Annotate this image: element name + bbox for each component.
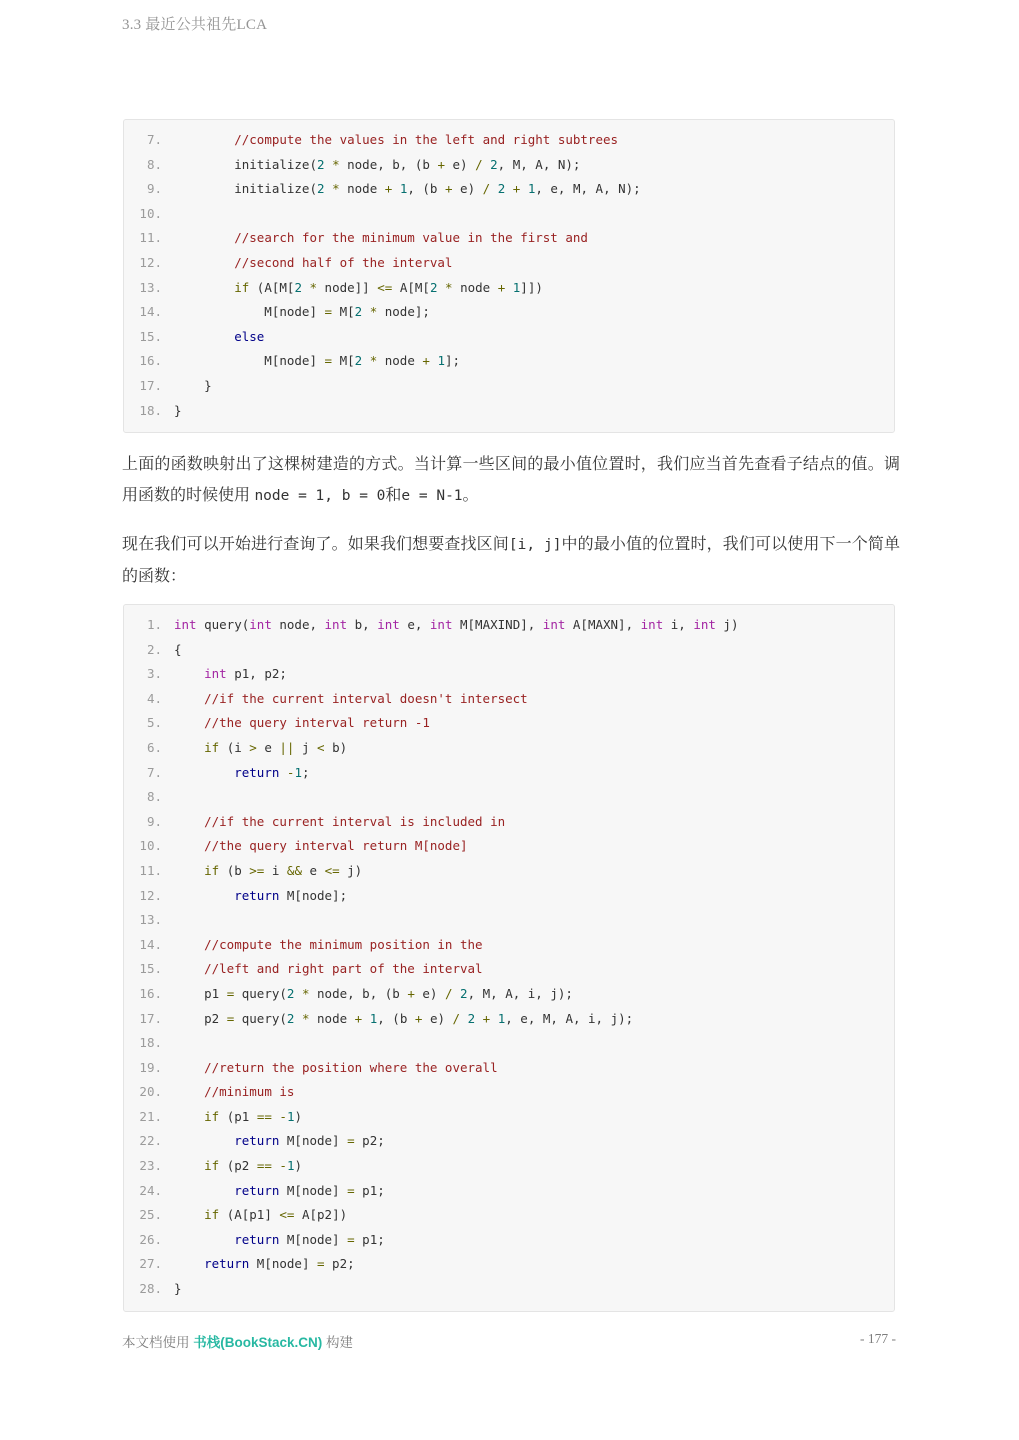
line-number: 6. xyxy=(146,739,162,755)
line-number: 10. xyxy=(139,838,162,854)
code-line xyxy=(124,736,894,761)
code-line xyxy=(124,1105,894,1130)
line-number: 17. xyxy=(139,377,162,393)
code-line xyxy=(124,251,894,276)
code-text: if (i > e || j < b) xyxy=(204,739,348,755)
code-text: } xyxy=(174,402,182,418)
code-text: //compute the values in the left and right subtrees xyxy=(234,132,619,147)
code-line xyxy=(124,325,894,350)
line-number: 11. xyxy=(139,862,162,878)
code-line xyxy=(124,153,894,178)
code-line xyxy=(124,884,894,909)
code-line xyxy=(124,982,894,1007)
code-line xyxy=(124,226,894,251)
code-text: return M[node] = p1; xyxy=(234,1182,385,1198)
code-line xyxy=(124,613,894,638)
line-number: 8. xyxy=(146,789,162,805)
page-number: - 177 - xyxy=(860,1331,896,1346)
code-line xyxy=(124,761,894,786)
code-line xyxy=(124,1080,894,1105)
code-text: return -1; xyxy=(234,764,310,780)
line-number: 27. xyxy=(139,1256,162,1272)
code-line xyxy=(124,662,894,687)
code-line xyxy=(124,1277,894,1302)
code-text: //return the position where the overall xyxy=(204,1059,498,1075)
line-number: 5. xyxy=(146,715,162,731)
line-number: 1. xyxy=(146,617,162,632)
code-text: return M[node] = p2; xyxy=(204,1256,355,1272)
line-number: 18. xyxy=(139,402,162,418)
line-number: 8. xyxy=(146,156,162,172)
code-block-initialize xyxy=(123,119,895,433)
bookstack-brand-link[interactable]: 书栈(BookStack.CN) xyxy=(193,1335,323,1350)
code-line xyxy=(124,638,894,663)
line-number: 13. xyxy=(139,912,162,928)
code-text: int query(int node, int b, int e, int M[MAXIND], int A[MAXN], int i, int j) xyxy=(174,617,739,632)
paragraph-text: 和 xyxy=(385,487,402,504)
code-line xyxy=(124,1252,894,1277)
code-text: M[node] = M[2 * node + 1]; xyxy=(174,353,461,369)
code-line xyxy=(124,399,894,424)
code-line xyxy=(124,1056,894,1081)
paragraph-query-intro xyxy=(122,529,900,592)
paragraph-text: 上面的函数映射出了这棵树建造的方式。当计算一些区间的最小值位置时，我们应当首先查看子结点的值。调用函数的时候使用 xyxy=(122,456,900,504)
line-number: 7. xyxy=(146,132,162,147)
line-number: 22. xyxy=(139,1133,162,1149)
line-number: 15. xyxy=(139,961,162,977)
line-number: 2. xyxy=(146,641,162,657)
code-text: //if the current interval doesn't intersect xyxy=(204,690,528,706)
line-number: 15. xyxy=(139,328,162,344)
line-number: 4. xyxy=(146,690,162,706)
line-number: 14. xyxy=(139,304,162,320)
code-line xyxy=(124,374,894,399)
paragraph-text: 。 xyxy=(462,487,479,504)
code-line xyxy=(124,1031,894,1056)
code-line xyxy=(124,1007,894,1032)
code-text: return M[node]; xyxy=(234,887,348,903)
code-line xyxy=(124,177,894,202)
code-line xyxy=(124,859,894,884)
code-line xyxy=(124,834,894,859)
code-text: //second half of the interval xyxy=(234,254,453,270)
code-line xyxy=(124,810,894,835)
code-text: //the query interval return M[node] xyxy=(204,838,468,854)
paragraph-build-explanation xyxy=(122,449,900,512)
code-line xyxy=(124,202,894,227)
code-line xyxy=(124,1129,894,1154)
line-number: 26. xyxy=(139,1231,162,1247)
line-number: 10. xyxy=(139,205,162,221)
code-text: else xyxy=(234,328,265,344)
line-number: 9. xyxy=(146,813,162,829)
code-text: M[node] = M[2 * node]; xyxy=(174,304,430,320)
code-text: int p1, p2; xyxy=(204,666,287,682)
code-line xyxy=(124,687,894,712)
code-line xyxy=(124,908,894,933)
line-number: 9. xyxy=(146,181,162,197)
code-text: //minimum is xyxy=(204,1084,295,1100)
line-number: 25. xyxy=(139,1207,162,1223)
code-line xyxy=(124,1228,894,1253)
code-text: if (p1 == -1) xyxy=(204,1108,302,1124)
inline-code: [i, j] xyxy=(508,537,562,553)
code-text: //if the current interval is included in xyxy=(204,813,506,829)
inline-code: node = 1, b = 0 xyxy=(254,488,386,504)
code-text: p2 = query(2 * node + 1, (b + e) / 2 + 1, e, M, A, i, j); xyxy=(174,1010,634,1026)
code-line xyxy=(124,711,894,736)
code-text: //compute the minimum position in the xyxy=(204,936,483,952)
code-text: initialize(2 * node, b, (b + e) / 2, M, A, N); xyxy=(174,156,581,172)
code-line xyxy=(124,300,894,325)
footer-prefix: 本文档使用 xyxy=(122,1335,194,1350)
line-number: 14. xyxy=(139,936,162,952)
page-header-title: 3.3 最近公共祖先LCA xyxy=(122,17,268,33)
code-line xyxy=(124,1203,894,1228)
code-text: //left and right part of the interval xyxy=(204,961,483,977)
line-number: 7. xyxy=(146,764,162,780)
footer-suffix: 构建 xyxy=(322,1335,354,1350)
code-text: p1 = query(2 * node, b, (b + e) / 2, M, A, i, j); xyxy=(174,985,573,1001)
line-number: 21. xyxy=(139,1108,162,1124)
code-line xyxy=(124,128,894,153)
code-text: return M[node] = p1; xyxy=(234,1231,385,1247)
line-number: 18. xyxy=(139,1035,162,1051)
code-text: //the query interval return -1 xyxy=(204,715,430,731)
footer-build-note xyxy=(122,1331,353,1351)
code-line xyxy=(124,1179,894,1204)
line-number: 23. xyxy=(139,1158,162,1174)
line-number: 16. xyxy=(139,353,162,369)
inline-code: e = N-1 xyxy=(401,488,463,504)
line-number: 28. xyxy=(139,1281,162,1297)
code-line xyxy=(124,933,894,958)
code-line xyxy=(124,276,894,301)
paragraph-text: 中的最小值的位置时，我们可以使用下一个简单的函数： xyxy=(122,536,900,585)
paragraph-text: 现在我们可以开始进行查询了。如果我们想要查找区间 xyxy=(122,536,509,553)
line-number: 17. xyxy=(139,1010,162,1026)
line-number: 13. xyxy=(139,279,162,295)
code-text: if (A[M[2 * node]] <= A[M[2 * node + 1]]) xyxy=(234,279,543,295)
code-text: } xyxy=(174,1281,182,1297)
code-text: return M[node] = p2; xyxy=(234,1133,385,1149)
line-number: 16. xyxy=(139,985,162,1001)
code-text: initialize(2 * node + 1, (b + e) / 2 + 1, e, M, A, N); xyxy=(174,181,641,197)
line-number: 12. xyxy=(139,887,162,903)
code-text: //search for the minimum value in the first and xyxy=(234,230,588,246)
code-text: } xyxy=(174,377,212,393)
line-number: 20. xyxy=(139,1084,162,1100)
code-block-query-function xyxy=(123,604,895,1312)
line-number: 19. xyxy=(139,1059,162,1075)
code-text: if (p2 == -1) xyxy=(204,1158,302,1174)
line-number: 12. xyxy=(139,254,162,270)
code-line xyxy=(124,957,894,982)
line-number: 24. xyxy=(139,1182,162,1198)
code-line xyxy=(124,349,894,374)
code-text: { xyxy=(174,641,182,657)
line-number: 3. xyxy=(146,666,162,682)
code-line xyxy=(124,1154,894,1179)
code-text: if (A[p1] <= A[p2]) xyxy=(204,1207,348,1223)
line-number: 11. xyxy=(139,230,162,246)
code-text: if (b >= i && e <= j) xyxy=(204,862,363,878)
code-line xyxy=(124,785,894,810)
